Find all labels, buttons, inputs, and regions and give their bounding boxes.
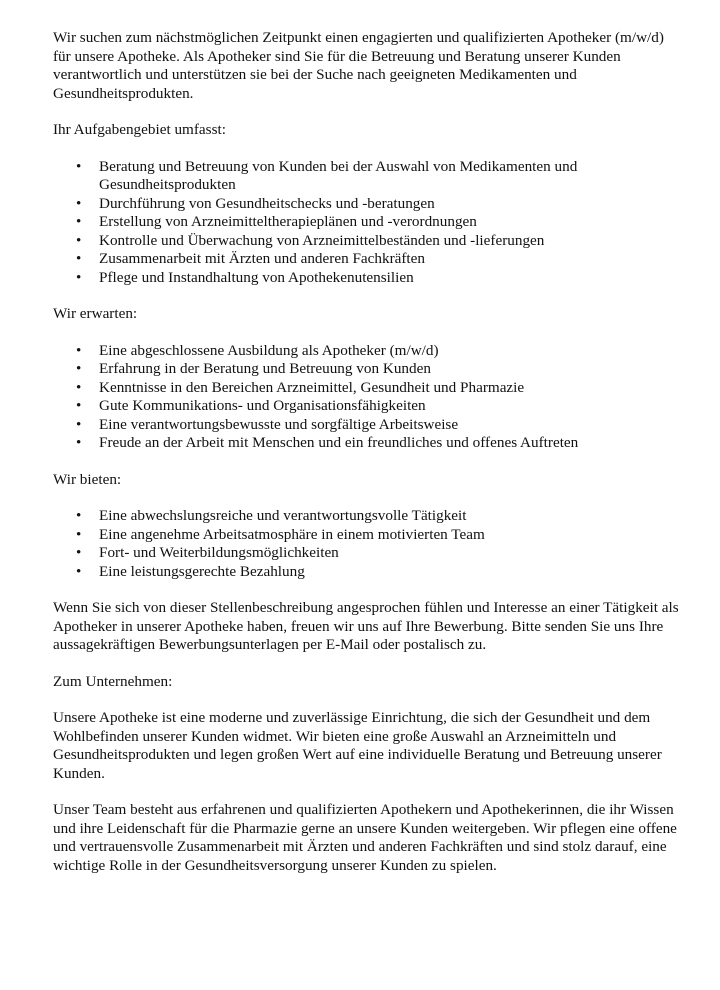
team-paragraph: Unser Team besteht aus erfahrenen und qualifizierten Apothekern und Apothekerinnen, die ihr Wissen und ihre Leidenschaft für die Pharmazie gerne an unsere Kunden weitergeben. Wir pflegen eine offene und vertrauensvolle Zusammenarbeit mit Ärzten und anderen Fachkräften und sind stolz darauf, eine wichtige Rolle in der Gesundheitsversorgung unserer Kunden zu spielen. [53, 801, 677, 874]
list-item: • Gute Kommunikations- und Organisationsfähigkeiten [99, 397, 680, 416]
list-item: • Erstellung von Arzneimitteltherapieplänen und -verordnungen [99, 213, 680, 232]
application-paragraph: Wenn Sie sich von dieser Stellenbeschreibung angesprochen fühlen und Interesse an einer Tätigkeit als Apotheker in unserer Apotheke haben, freuen wir uns auf Ihre Bewerbung. Bitte senden Sie uns Ihre aussagekräftigen Bewerbungsunterlagen per E-Mail oder postalisch zu. [53, 599, 679, 653]
expectations-list [53, 342, 680, 453]
offers-heading: Wir bieten: [53, 470, 122, 488]
company-heading: Zum Unternehmen: [53, 672, 173, 690]
list-item: • Kontrolle und Überwachung von Arzneimittelbeständen und -lieferungen [99, 232, 680, 251]
tasks-list [53, 158, 680, 288]
list-item: • Erfahrung in der Beratung und Betreuung von Kunden [99, 360, 680, 379]
tasks-heading: Ihr Aufgabengebiet umfasst: [53, 121, 226, 138]
offers-list [53, 507, 680, 581]
list-item: • Zusammenarbeit mit Ärzten und anderen Fachkräften [99, 250, 680, 269]
list-item: • Freude an der Arbeit mit Menschen und ein freundliches und offenes Auftreten [99, 434, 680, 453]
list-item: • Eine abgeschlossene Ausbildung als Apotheker (m/w/d) [99, 342, 680, 361]
list-item: • Fort- und Weiterbildungsmöglichkeiten [99, 544, 680, 563]
list-item: • Eine angenehme Arbeitsatmosphäre in einem motivierten Team [99, 526, 680, 545]
list-item: • Eine abwechslungsreiche und verantwortungsvolle Tätigkeit [99, 507, 680, 526]
intro-paragraph: Wir suchen zum nächstmöglichen Zeitpunkt einen engagierten und qualifizierten Apotheker (m/w/d) für unsere Apotheke. Als Apotheker sind Sie für die Betreuung und Beratung unserer Kunden verantwortlich und unterstützen sie bei der Suche nach geeigneten Medikamenten und Gesundheitsprodukten. [53, 29, 664, 102]
list-item: • Beratung und Betreuung von Kunden bei der Auswahl von Medikamenten und Gesundheitsprodukten [99, 158, 680, 195]
list-item: • Pflege und Instandhaltung von Apothekenutensilien [99, 269, 680, 288]
list-item: • Eine verantwortungsbewusste und sorgfältige Arbeitsweise [99, 416, 680, 435]
company-paragraph: Unsere Apotheke ist eine moderne und zuverlässige Einrichtung, die sich der Gesundheit und dem Wohlbefinden unserer Kunden widmet. Wir bieten eine große Auswahl an Arzneimitteln und Gesundheitsprodukten und legen großen Wert auf eine individuelle Beratung und Betreuung unserer Kunden. [53, 709, 662, 782]
list-item: • Kenntnisse in den Bereichen Arzneimittel, Gesundheit und Pharmazie [99, 379, 680, 398]
list-item: • Durchführung von Gesundheitschecks und -beratungen [99, 195, 680, 214]
list-item: • Eine leistungsgerechte Bezahlung [99, 563, 680, 582]
expectations-heading: Wir erwarten: [53, 305, 138, 322]
